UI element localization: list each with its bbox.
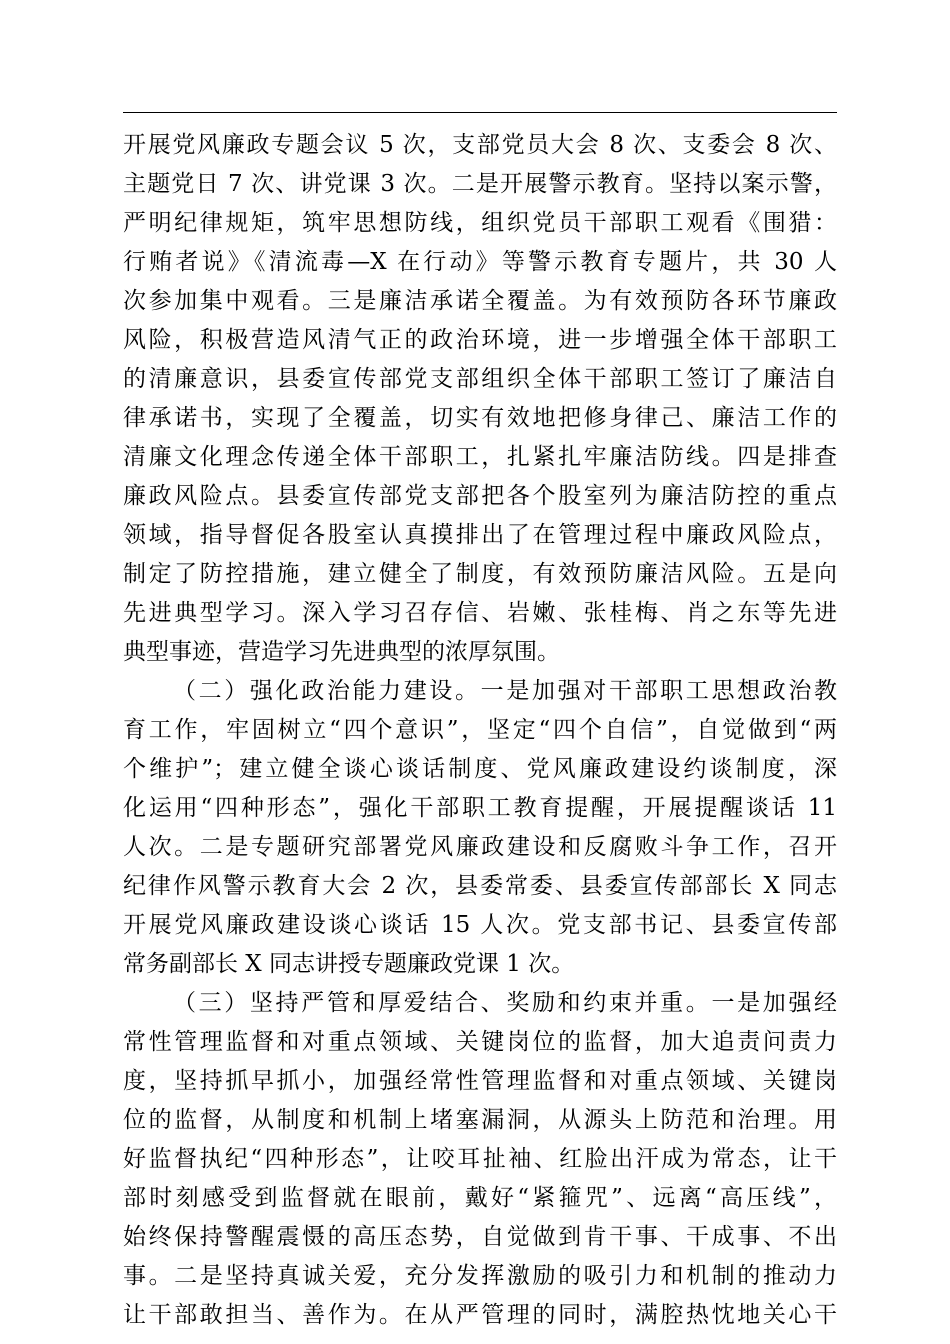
text-line: 先进典型学习。深入学习召存信、岩嫩、张桂梅、肖之东等先进 [123, 600, 837, 626]
text-line: 清廉文化理念传递全体干部职工，扎紧扎牢廉洁防线。四是排查 [123, 444, 837, 470]
text-line: 纪律作风警示教育大会 2 次，县委常委、县委宣传部部长 X 同志 [123, 873, 837, 899]
text-line: 个维护”；建立健全谈心谈话制度、党风廉政建设约谈制度，深 [123, 756, 837, 782]
header-rule [123, 112, 837, 113]
text-line: 严明纪律规矩，筑牢思想防线，组织党员干部职工观看《围猎： [123, 210, 837, 236]
text-line: 化运用“四种形态”，强化干部职工教育提醒，开展提醒谈话 11 [123, 795, 837, 821]
text-line: 开展党风廉政专题会议 5 次，支部党员大会 8 次、支委会 8 次、 [123, 132, 837, 158]
text-line: 事。二是坚持真诚关爱，充分发挥激励的吸引力和机制的推动力 [123, 1263, 837, 1289]
document-body [123, 126, 837, 1335]
section-heading-line: （三）坚持严管和厚爱结合、奖励和约束并重。一是加强经 [173, 990, 837, 1016]
text-line: 次参加集中观看。三是廉洁承诺全覆盖。为有效预防各环节廉政 [123, 288, 837, 314]
text-line: 典型事迹，营造学习先进典型的浓厚氛围。 [123, 639, 560, 665]
text-line: 行贿者说》《清流毒—X 在行动》等警示教育专题片，共 30 人 [123, 249, 837, 275]
text-line: 风险，积极营造风清气正的政治环境，进一步增强全体干部职工 [123, 327, 837, 353]
text-line: 廉政风险点。县委宣传部党支部把各个股室列为廉洁防控的重点 [123, 483, 837, 509]
text-line: 领域，指导督促各股室认真摸排出了在管理过程中廉政风险点， [123, 522, 837, 548]
text-line: 让干部敢担当、善作为。在从严管理的同时，满腔热忱地关心干 [123, 1302, 837, 1328]
text-line: 育工作，牢固树立“四个意识”，坚定“四个自信”，自觉做到“两 [123, 717, 837, 743]
text-line: 人次。二是专题研究部署党风廉政建设和反腐败斗争工作，召开 [123, 834, 837, 860]
text-line: 好监督执纪“四种形态”，让咬耳扯袖、红脸出汗成为常态，让干 [123, 1146, 837, 1172]
text-line: 主题党日 7 次、讲党课 3 次。二是开展警示教育。坚持以案示警， [123, 171, 837, 197]
text-line: 度，坚持抓早抓小，加强经常性管理监督和对重点领域、关键岗 [123, 1068, 837, 1094]
text-line: 开展党风廉政建设谈心谈话 15 人次。党支部书记、县委宣传部 [123, 912, 837, 938]
text-line: 部时刻感受到监督就在眼前，戴好“紧箍咒”、远离“高压线”， [123, 1185, 837, 1211]
text-line: 律承诺书，实现了全覆盖，切实有效地把修身律己、廉洁工作的 [123, 405, 837, 431]
text-line: 始终保持警醒震慑的高压态势，自觉做到肯干事、干成事、不出 [123, 1224, 837, 1250]
text-line: 的清廉意识，县委宣传部党支部组织全体干部职工签订了廉洁自 [123, 366, 837, 392]
text-line: 位的监督，从制度和机制上堵塞漏洞，从源头上防范和治理。用 [123, 1107, 837, 1133]
text-line: 制定了防控措施，建立健全了制度，有效预防廉洁风险。五是向 [123, 561, 837, 587]
text-line: 常性管理监督和对重点领域、关键岗位的监督，加大追责问责力 [123, 1029, 837, 1055]
text-line: 常务副部长 X 同志讲授专题廉政党课 1 次。 [123, 951, 575, 977]
section-heading-line: （二）强化政治能力建设。一是加强对干部职工思想政治教 [173, 678, 837, 704]
